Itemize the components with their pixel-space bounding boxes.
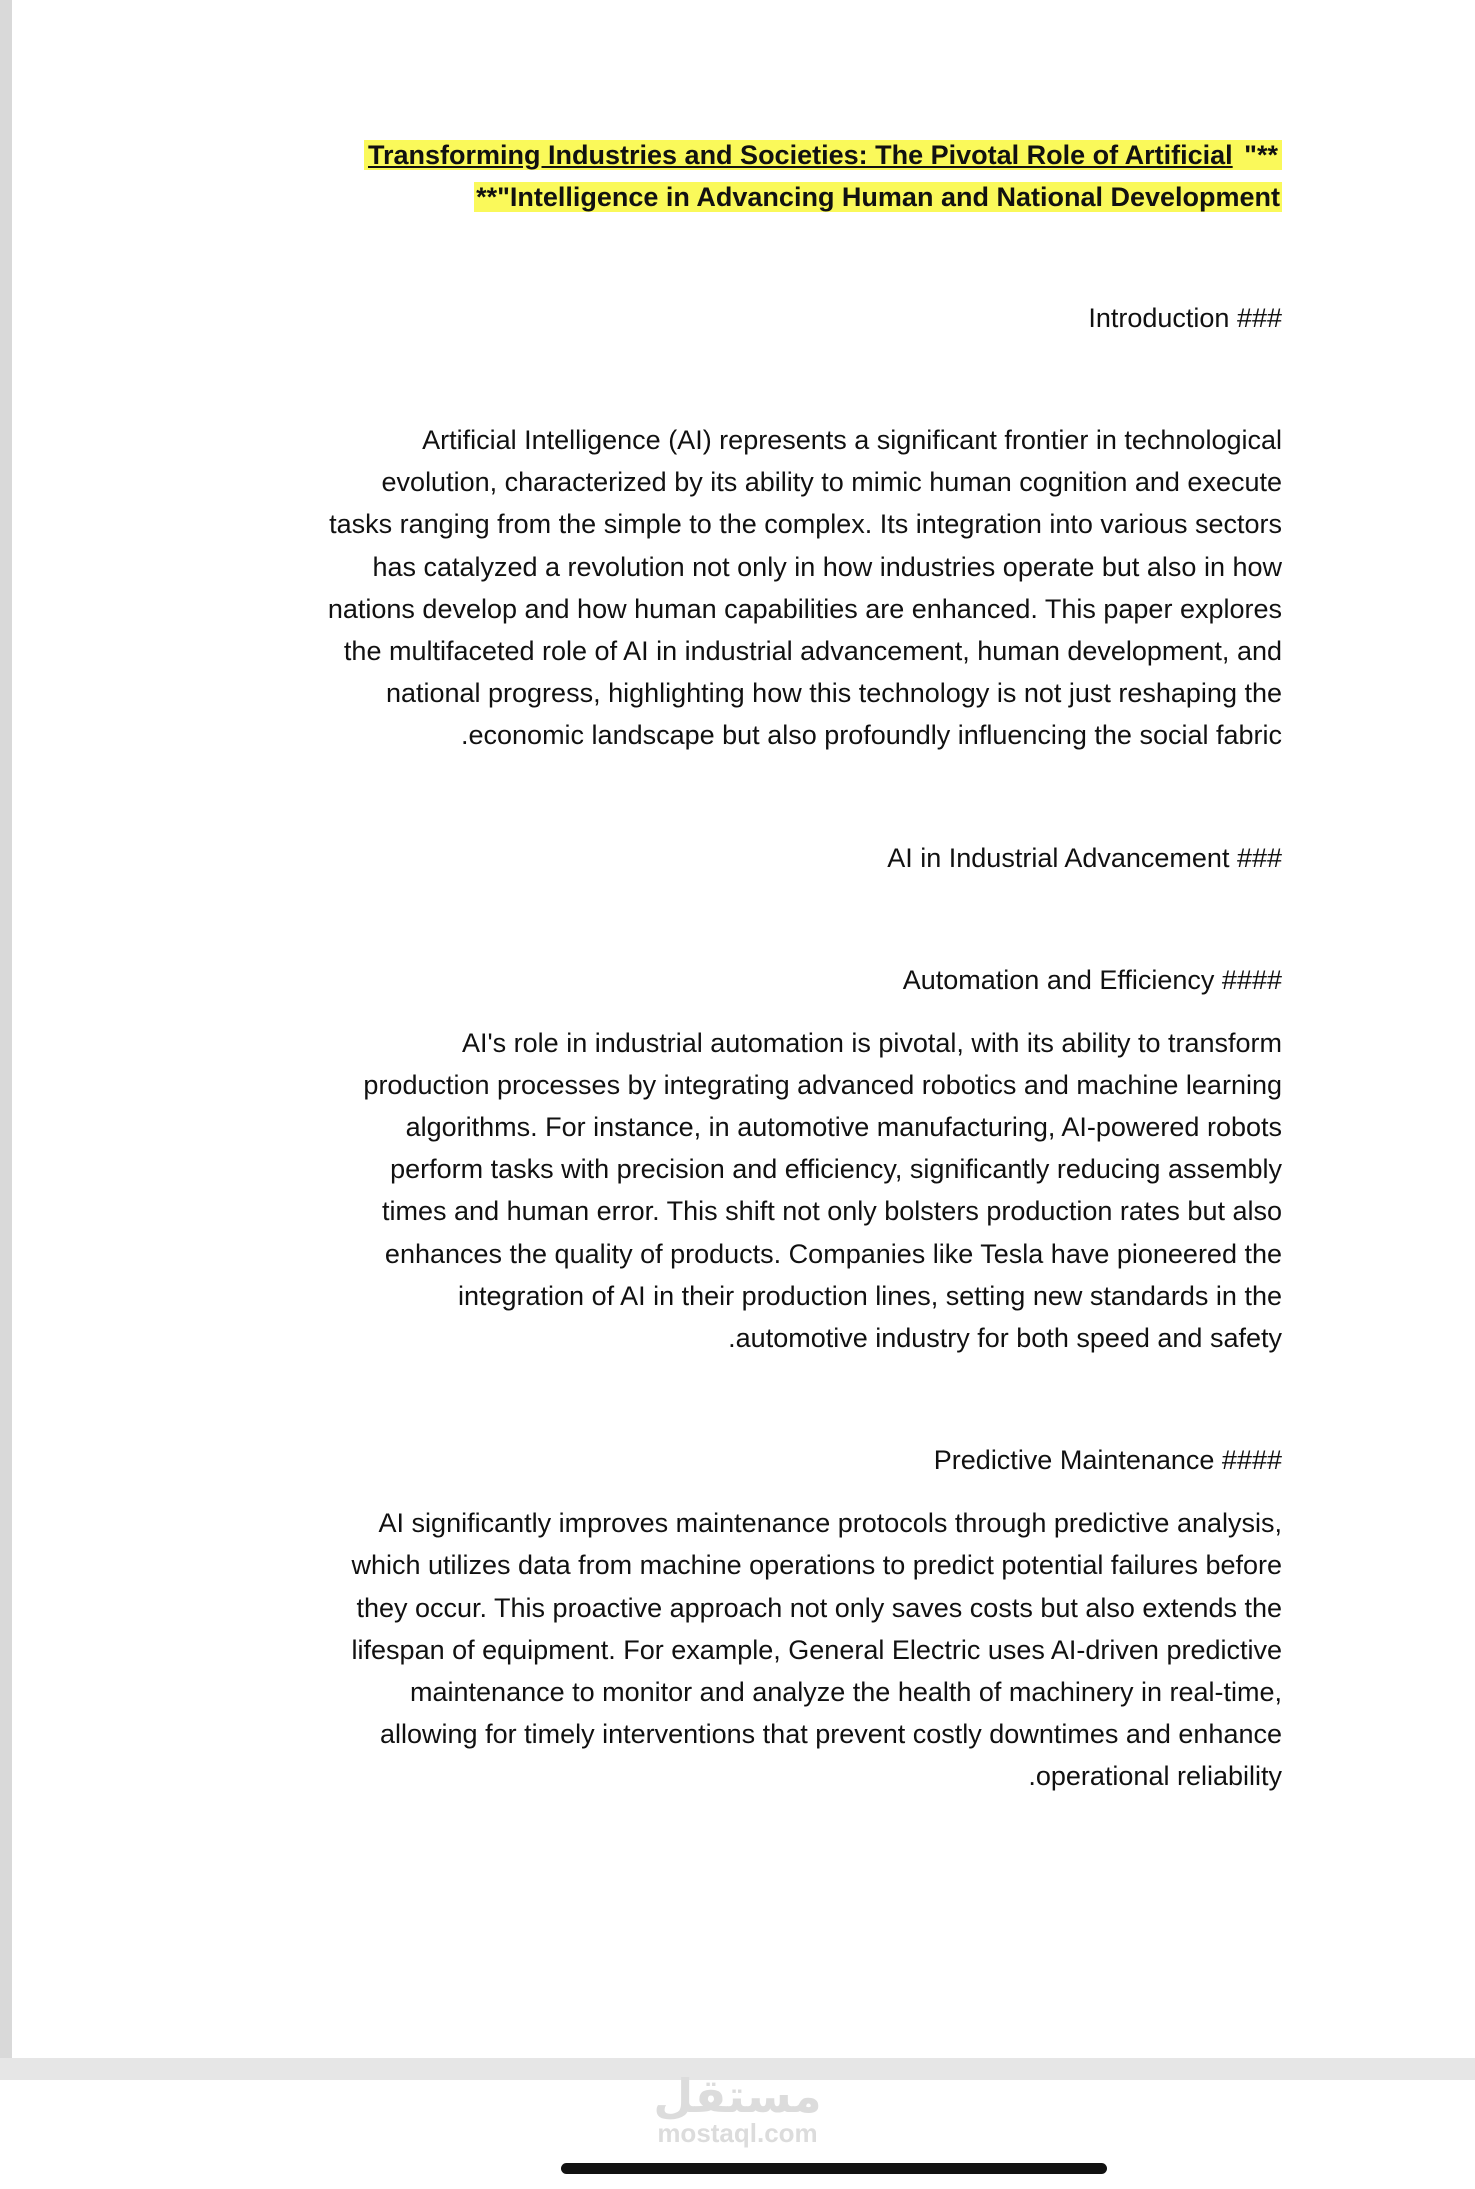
title-underlined-text: Transforming Industries and Societies: The Pivotal Role of Artificial	[368, 140, 1233, 170]
paragraph-line: they occur. This proactive approach not only saves costs but also extends the	[356, 1592, 1282, 1623]
paragraph-line: which utilizes data from machine operations to predict potential failures before	[351, 1550, 1282, 1581]
document-title-line-1	[247, 134, 1282, 176]
document-content	[247, 134, 1282, 1798]
paragraph-line: .operational reliability	[1028, 1761, 1282, 1792]
heading-introduction: Introduction ###	[1088, 303, 1282, 333]
paragraph-line: tasks ranging from the simple to the complex. Its integration into various sectors	[329, 509, 1282, 540]
paragraph-line: AI significantly improves maintenance protocols through predictive analysis,	[378, 1508, 1282, 1539]
paragraph-line: enhances the quality of products. Companies like Tesla have pioneered the	[384, 1238, 1282, 1269]
watermark-text: mostaql.com	[657, 2118, 818, 2148]
heading-predictive-maintenance: Predictive Maintenance ####	[933, 1445, 1282, 1476]
paragraph-line: the multifaceted role of AI in industrial advancement, human development, and	[343, 636, 1282, 667]
paragraph-line: Artificial Intelligence (AI) represents a significant frontier in technological	[422, 425, 1282, 455]
heading-automation-efficiency: Automation and Efficiency ####	[902, 964, 1282, 995]
title-quote-marks: "**	[1236, 140, 1278, 170]
document-page	[12, 0, 1475, 2058]
paragraph-line: algorithms. For instance, in automotive manufacturing, AI-powered robots	[405, 1112, 1282, 1143]
paragraph-line: evolution, characterized by its ability to mimic human cognition and execute	[381, 467, 1282, 498]
paragraph-predictive-maintenance	[247, 1502, 1282, 1797]
paragraph-line: integration of AI in their production lines, setting new standards in the	[457, 1280, 1282, 1311]
page-left-edge	[0, 0, 12, 2058]
paragraph-line: lifespan of equipment. For example, General Electric uses AI-driven predictive	[351, 1634, 1282, 1665]
paragraph-automation-efficiency	[247, 1022, 1282, 1360]
paragraph-line: .economic landscape but also profoundly influencing the social fabric	[461, 720, 1282, 751]
paragraph-introduction	[247, 419, 1282, 757]
paragraph-line: national progress, highlighting how this technology is not just reshaping the	[385, 678, 1282, 709]
document-title-line-2: **"Intelligence in Advancing Human and National Development	[476, 182, 1280, 212]
paragraph-line: times and human error. This shift not only bolsters production rates but also	[382, 1196, 1282, 1227]
paragraph-line: maintenance to monitor and analyze the health of machinery in real-time,	[410, 1677, 1282, 1708]
paragraph-line: .automotive industry for both speed and safety	[728, 1323, 1282, 1354]
paragraph-line: has catalyzed a revolution not only in how industries operate but also in how	[372, 551, 1282, 582]
paragraph-line: production processes by integrating advanced robotics and machine learning	[363, 1069, 1282, 1100]
home-indicator[interactable]	[561, 2163, 1107, 2174]
watermark-logo: مستقل	[653, 2070, 822, 2122]
paragraph-line: allowing for timely interventions that prevent costly downtimes and enhance	[380, 1719, 1282, 1750]
heading-ai-industrial-advancement: AI in Industrial Advancement ###	[887, 842, 1282, 873]
paragraph-line: perform tasks with precision and efficiency, significantly reducing assembly	[390, 1154, 1282, 1185]
paragraph-line: nations develop and how human capabilities are enhanced. This paper explores	[327, 593, 1282, 624]
paragraph-line: AI's role in industrial automation is pivotal, with its ability to transform	[462, 1027, 1282, 1058]
